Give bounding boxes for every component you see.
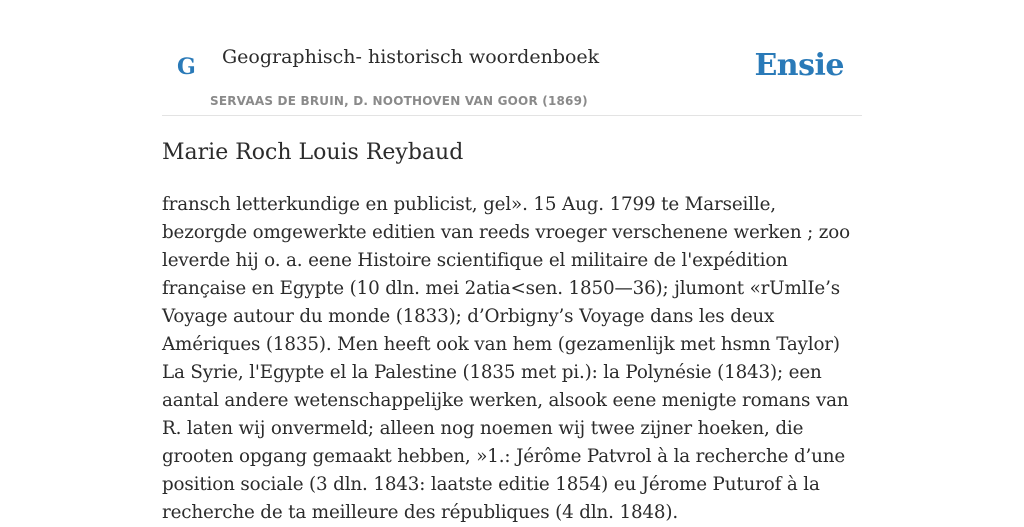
entry-title: Marie Roch Louis Reybaud — [162, 140, 464, 165]
book-logo[interactable]: G — [177, 54, 196, 80]
book-title[interactable]: Geographisch- historisch woordenboek — [222, 46, 600, 68]
book-header — [162, 0, 862, 116]
ensie-logo[interactable]: Ensie — [754, 48, 844, 83]
book-authors: SERVAAS DE BRUIN, D. NOOTHOVEN VAN GOOR (1869) — [210, 94, 588, 108]
entry-body: fransch letterkundige en publicist, gel». 15 Aug. 1799 te Marseille, bezorgde omgewerkte editien van reeds vroeger verschenene werken ; zoo leverde hij o. a. eene Histoire scientifique el militaire de l'expédition française en Egypte (10 dln. mei 2atia<sen. 1850—36); jlumont «rUmlIe’s Voyage autour du monde (1833); d’Orbigny’s Voyage dans les deux Amériques (1835). Men heeft ook van hem (gezamenlijk met hsmn Taylor) La Syrie, l'Egypte el la Palestine (1835 met pi.): la Polynésie (1843); een aantal andere wetenschappelijke werken, alsook eene menigte romans van R. laten wij onvermeld; alleen nog noemen wij twee zijner hoeken, die grooten opgang gemaakt hebben, »1.: Jérôme Patvrol à la recherche d’une position sociale (3 dln. 1843: laatste editie 1854) eu Jérome Puturof à la recherche de ta meilleure des républiques (4 dln. 1848). — [162, 194, 850, 523]
page-container — [162, 0, 862, 523]
